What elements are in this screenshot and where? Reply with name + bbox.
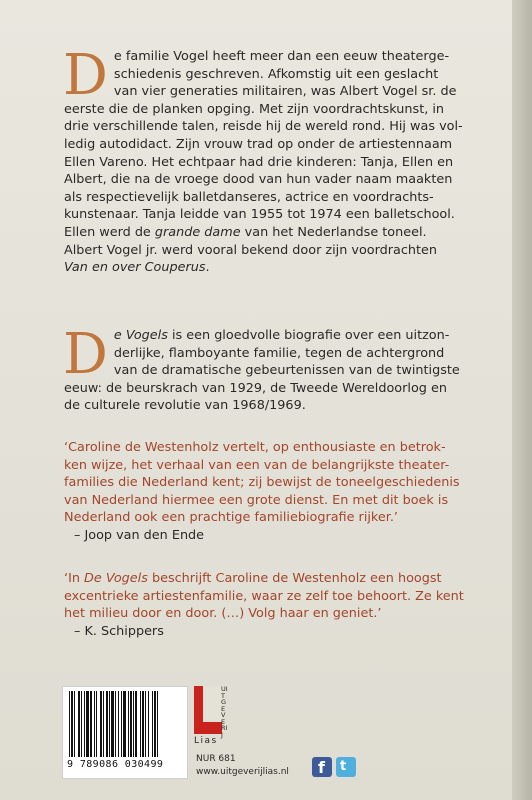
twitter-icon[interactable]	[336, 757, 356, 777]
quote-line: excentrieke artiestenfamilie, waar ze zelf toe behoort. Ze kent	[64, 588, 464, 604]
quote-line: ‘Caroline de Westenholz vertelt, op enthousiaste en betrok-	[64, 440, 446, 455]
text-line: eerste die de planken opging. Met zijn voordrachtskunst, in	[64, 101, 445, 117]
publisher-vertical-label: UITGEVERIJ	[221, 685, 228, 739]
quote-line: van Nederland hiermee een grote dienst. En met dit boek is	[64, 492, 449, 508]
barcode-bar	[142, 691, 144, 757]
nur-code: NUR 681	[196, 754, 236, 764]
barcode-bars	[67, 691, 183, 759]
text-line: Ellen Vareno. Het echtpaar had drie kinderen: Tanja, Ellen en	[64, 154, 454, 170]
barcode-bar	[118, 691, 119, 757]
italic-text: e Vogels	[113, 328, 168, 343]
barcode-bar	[86, 691, 89, 757]
publisher-name: Lias	[194, 736, 218, 746]
barcode-bar	[69, 691, 70, 757]
text-line: van de dramatische gebeurtenissen van de twintigste	[113, 363, 460, 379]
text-line: Albert, die na de vroege dood van hun vader naam maakten	[64, 172, 453, 188]
barcode-bar	[135, 691, 137, 757]
barcode-bar	[148, 691, 149, 757]
barcode-bar	[115, 691, 116, 757]
barcode-bar	[140, 691, 141, 757]
barcode-bar	[123, 691, 126, 757]
text-line: de culturele revolutie van 1968/1969.	[64, 398, 306, 414]
barcode-bar	[133, 691, 134, 757]
quote-attribution: – Joop van den Ende	[74, 527, 205, 543]
lias-l-mark	[194, 686, 222, 734]
dropcap-1: D	[63, 43, 108, 108]
barcode-bar	[81, 691, 82, 757]
text-line: eeuw: de beurskrach van 1929, de Tweede Wereldoorlog en	[64, 380, 447, 396]
text-line	[64, 224, 484, 242]
barcode-bar	[78, 691, 80, 757]
barcode-bar	[121, 691, 122, 757]
barcode-bar	[109, 691, 110, 757]
barcode-bar	[157, 691, 158, 757]
text-line: derlijke, flamboyante familie, tegen de achtergrond	[113, 345, 445, 361]
dropcap-2: D	[63, 322, 108, 387]
text-line	[64, 259, 484, 277]
barcode-bar	[71, 691, 73, 757]
barcode-bar	[84, 691, 85, 757]
italic-text: De Vogels	[84, 571, 148, 586]
barcode-bar	[106, 691, 108, 757]
barcode-bar	[94, 691, 95, 757]
facebook-icon[interactable]	[312, 757, 332, 777]
barcode-bar	[100, 691, 102, 757]
barcode-bar	[96, 691, 97, 757]
quote-line: ken wijze, het verhaal van een van de belangrijkste theater-	[64, 457, 450, 473]
text-line	[64, 327, 484, 345]
synopsis-paragraph-1	[63, 43, 484, 277]
twitter-glyph: t	[340, 759, 347, 774]
barcode-bar	[103, 691, 104, 757]
italic-text: Van en over Couperus	[64, 260, 206, 276]
text-fragment: van het Nederlandse toneel.	[240, 224, 427, 240]
barcode-digits: 9 789086 030499	[67, 759, 164, 770]
barcode	[62, 686, 188, 779]
text-line: als respectievelijk balletdanseres, actrice en voordrachts-	[64, 189, 434, 205]
facebook-glyph: f	[318, 758, 325, 777]
text-line: e familie Vogel heeft meer dan een eeuw theaterge-	[113, 49, 450, 64]
quote-line: het milieu door en door. (…) Volg haar en geniet.’	[64, 606, 382, 622]
synopsis-paragraph-2	[63, 322, 484, 415]
text-fragment: is een gloedvolle biografie over een uitzon-	[167, 328, 450, 343]
barcode-bar	[111, 691, 114, 757]
barcode-bar	[145, 691, 146, 757]
quote-line	[64, 570, 494, 588]
text-line: ledig autodidact. Zijn vrouw trad op onder de artiestennaam	[64, 136, 453, 152]
text-line: van vier generaties militairen, was Albert Vogel sr. de	[113, 84, 457, 100]
barcode-bar	[128, 691, 129, 757]
text-line: drie verschillende talen, reisde hij de wereld rond. Hij was vol-	[64, 119, 463, 135]
review-quote-2	[64, 570, 494, 640]
text-fragment: ‘In	[64, 571, 85, 586]
text-line: Albert Vogel jr. werd vooral bekend door zijn voordrachten	[64, 242, 438, 258]
text-line: schiedenis geschreven. Afkomstig uit een geslacht	[113, 66, 439, 82]
barcode-bar	[74, 691, 75, 757]
italic-text: grande dame	[154, 224, 241, 240]
text-fragment: .	[205, 260, 210, 276]
text-fragment: Ellen werd de	[64, 224, 155, 240]
barcode-bar	[152, 691, 153, 757]
review-quote-1	[64, 439, 494, 545]
barcode-bar	[90, 691, 92, 757]
quote-line: Nederland ook een prachtige familiebiografie rijker.’	[64, 510, 398, 526]
quote-line: families die Nederland kent; zij bewijst de toneelgeschiedenis	[64, 475, 460, 491]
text-fragment: beschrijft Caroline de Westenholz een hoogst	[147, 571, 442, 586]
website-link[interactable]: www.uitgeverijlias.nl	[196, 767, 289, 777]
quote-attribution: – K. Schippers	[74, 623, 164, 639]
book-spine-edge	[512, 0, 532, 800]
barcode-bar	[154, 691, 156, 757]
barcode-bar	[130, 691, 132, 757]
text-line: kunstenaar. Tanja leidde van 1955 tot 1974 een balletschool.	[64, 207, 455, 223]
